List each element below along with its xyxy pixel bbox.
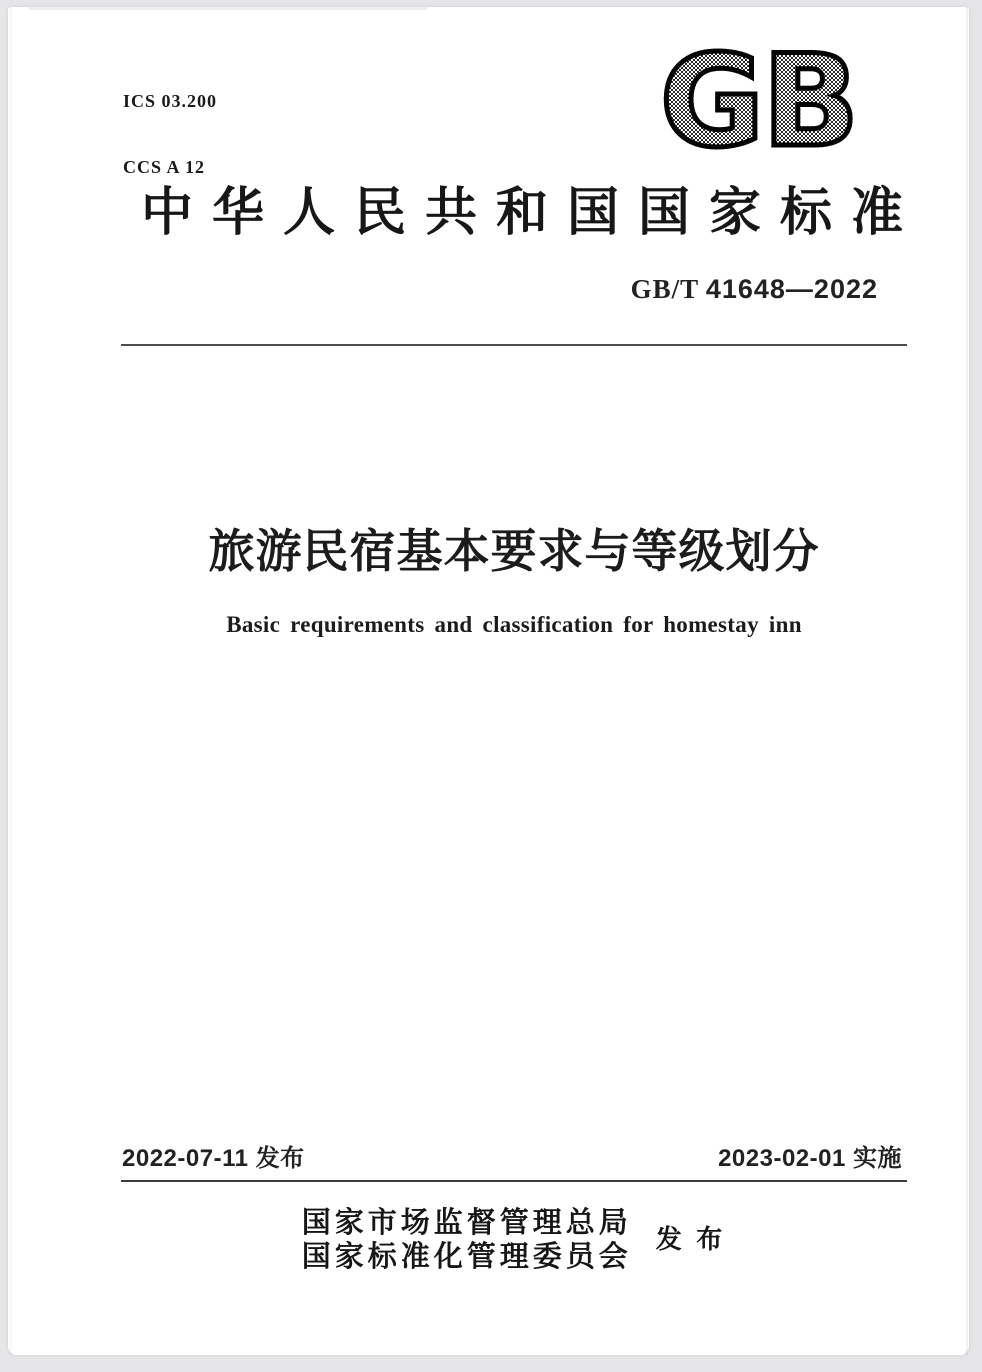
header-divider-line — [121, 344, 907, 346]
issuer-block — [122, 1206, 906, 1274]
national-standard-heading: 中华人民共和国国家标准 — [141, 185, 923, 242]
implement-date: 2023-02-01 实施 — [718, 1145, 902, 1172]
document-title-en: Basic requirements and classification for homestay inn — [226, 612, 802, 637]
standard-number-prefix: GB/T — [630, 274, 700, 304]
issue-date: 2022-07-11 发布 — [122, 1145, 305, 1172]
document-title-cn: 旅游民宿基本要求与等级划分 — [208, 525, 820, 577]
classification-codes — [123, 46, 217, 200]
standard-number-value: 41648—2022 — [705, 274, 878, 304]
scan-artifact — [28, 4, 428, 10]
issuer-name-1: 国家市场监督管理总局 — [301, 1207, 632, 1239]
ccs-code: CCS A 12 — [123, 157, 206, 177]
issuer-names — [302, 1206, 632, 1274]
publish-label: 发 布 — [655, 1225, 727, 1254]
gb-standard-logo: GB — [660, 27, 858, 175]
ics-code: ICS 03.200 — [123, 91, 218, 111]
issuer-name-2: 国家标准化管理委员会 — [301, 1241, 632, 1273]
footer-divider-line — [121, 1180, 907, 1182]
standard-number — [631, 274, 878, 304]
